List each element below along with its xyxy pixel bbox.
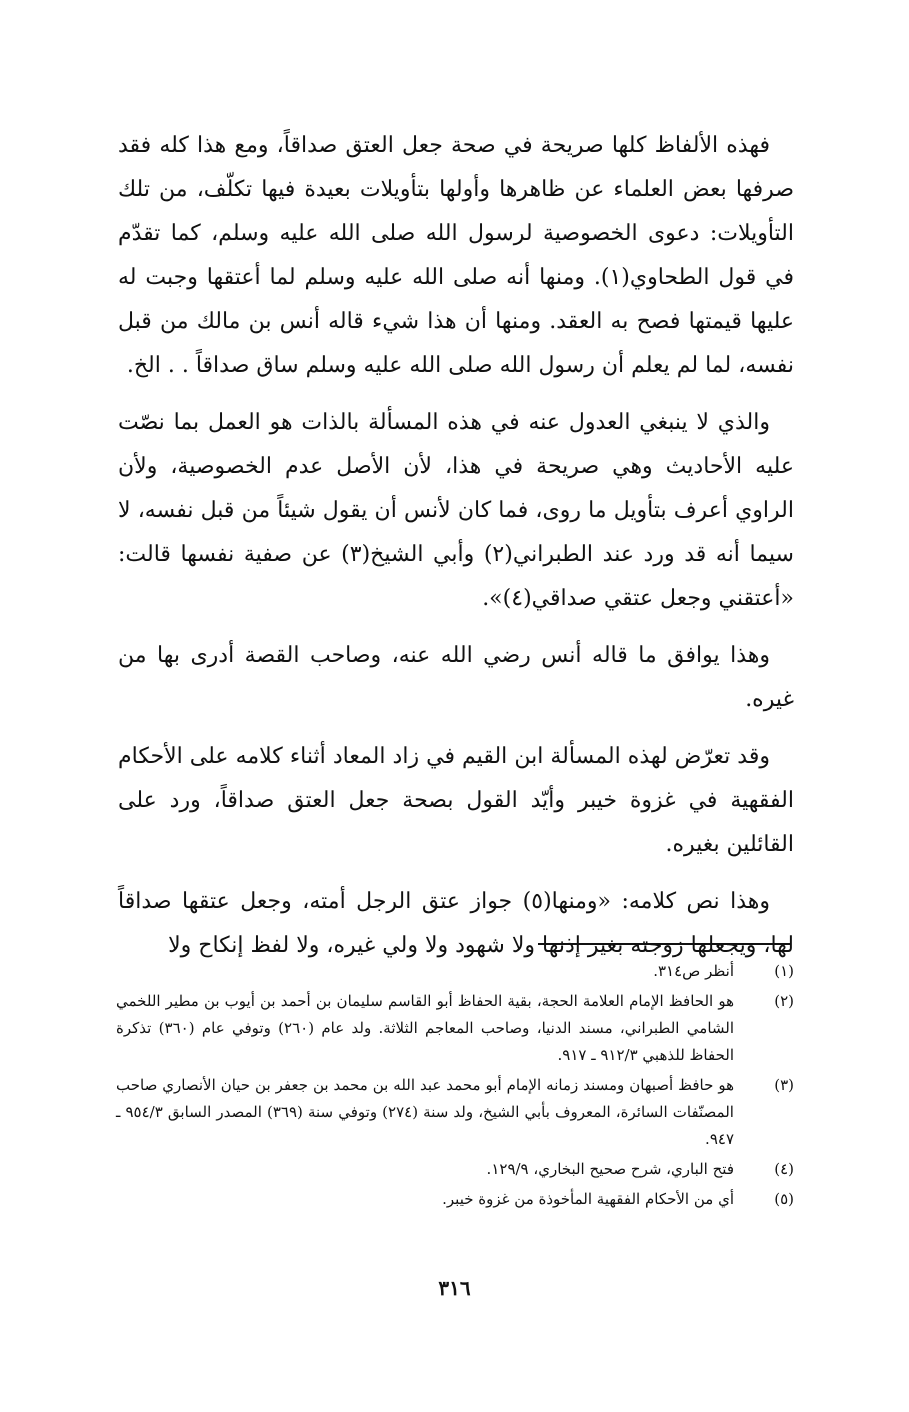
footnote-separator bbox=[538, 943, 791, 945]
footnote-number: (١) bbox=[774, 962, 794, 980]
paragraph: والذي لا ينبغي العدول عنه في هذه المسألة بالذات هو العمل بما نصّت عليه الأحاديث وهي صريحة في هذا، لأن الأصل عدم الخصوصية، ولأن الراوي أعرف بتأويل ما روى، فما كان لأنس أن يقول شيئاً من قبل نفسه، لا سيما أنه قد ورد عند الطبراني(٢) وأبي الشيخ(٣) عن صفية نفسها قالت: «أعتقني وجعل عتقي صداقي(٤)». bbox=[118, 410, 794, 611]
footnote bbox=[116, 1156, 794, 1183]
main-text bbox=[118, 124, 794, 981]
footnote-number: (٢) bbox=[774, 992, 794, 1010]
footnote bbox=[116, 1072, 794, 1153]
page-number: ٣١٦ bbox=[438, 1276, 471, 1300]
footnote bbox=[116, 958, 794, 985]
footnote-number: (٤) bbox=[774, 1160, 794, 1178]
footnote-text: أنظر ص٣١٤. bbox=[653, 962, 734, 980]
paragraph: فهذه الألفاظ كلها صريحة في صحة جعل العتق صداقاً، ومع هذا كله فقد صرفها بعض العلماء عن ظاهرها وأولها بتأويلات بعيدة فيها تكلّف، من تلك التأويلات: دعوى الخصوصية لرسول الله صلى الله عليه وسلم، كما تقدّم في قول الطحاوي(١). ومنها أنه صلى الله عليه وسلم لما أعتقها وجبت له عليها قيمتها فصح به العقد. ومنها أن هذا شيء قاله أنس بن مالك من قبل نفسه، لما لم يعلم أن رسول الله صلى الله عليه وسلم ساق صداقاً . . الخ. bbox=[118, 133, 795, 378]
paragraph: وهذا نص كلامه: «ومنها(٥) جواز عتق الرجل أمته، وجعل عتقها صداقاً لها، ويجعلها زوجته بغير إذنها ولا شهود ولا ولي غيره، ولا لفظ إنكاح ولا bbox=[118, 889, 794, 958]
footnote-text: هو الحافظ الإمام العلامة الحجة، بقية الحفاظ أبو القاسم سليمان بن أحمد بن أيوب بن مطير اللخمي الشامي الطبراني، مسند الدنيا، وصاحب المعاجم الثلاثة. ولد عام (٢٦٠) وتوفي عام (٣٦٠) تذكرة الحفاظ للذهبي ٩١٢/٣ ـ ٩١٧. bbox=[116, 992, 735, 1064]
footnote bbox=[116, 988, 794, 1069]
footnote-text: هو حافظ أصبهان ومسند زمانه الإمام أبو محمد عبد الله بن محمد بن جعفر بن حيان الأنصاري صاحب المصنّفات السائرة، المعروف بأبي الشيخ، ولد سنة (٢٧٤) وتوفي سنة (٣٦٩) المصدر السابق ٩٥٤/٣ ـ ٩٤٧. bbox=[116, 1076, 734, 1148]
footnote-number: (٣) bbox=[774, 1076, 794, 1094]
footnotes bbox=[116, 958, 794, 1216]
paragraph: وهذا يوافق ما قاله أنس رضي الله عنه، وصاحب القصة أدرى بها من غيره. bbox=[118, 643, 794, 712]
footnote-text: فتح الباري، شرح صحيح البخاري، ١٢٩/٩. bbox=[486, 1160, 734, 1178]
paragraph: وقد تعرّض لهذه المسألة ابن القيم في زاد المعاد أثناء كلامه على الأحكام الفقهية في غزوة خيبر وأيّد القول بصحة جعل العتق صداقاً، ورد على القائلين بغيره. bbox=[118, 744, 794, 857]
footnote bbox=[116, 1186, 794, 1213]
footnote-text: أي من الأحكام الفقهية المأخوذة من غزوة خيبر. bbox=[442, 1190, 734, 1208]
footnote-number: (٥) bbox=[774, 1190, 794, 1208]
